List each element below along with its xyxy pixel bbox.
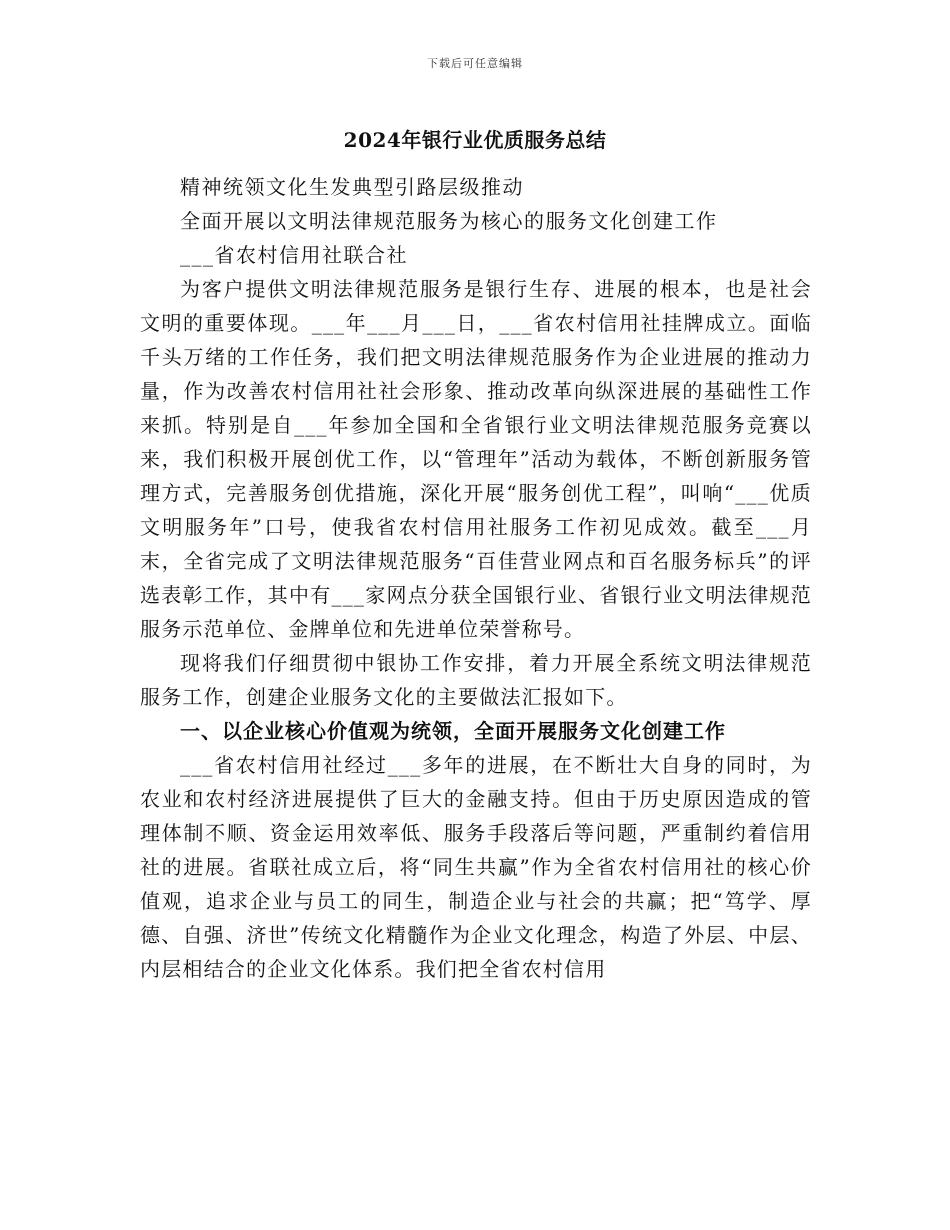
document-body	[140, 170, 812, 986]
organization-line: ___省农村信用社联合社	[180, 243, 408, 267]
page-header-note: 下载后可任意编辑	[427, 57, 523, 70]
subtitle-line-1: 精神统领文化生发典型引路层级推动	[180, 175, 524, 199]
document-title: 2024年银行业优质服务总结	[343, 128, 607, 152]
section-heading: 一、以企业核心价值观为统领，全面开展服务文化创建工作	[180, 719, 726, 743]
section-paragraph: ___省农村信用社经过___多年的进展，在不断壮大自身的同时，为农业和农村经济进展提供了巨大的金融支持。但由于历史原因造成的管理体制不顺、资金运用效率低、服务手段落后等问题，严重制约着信用社的进展。省联社成立后，将“同生共赢”作为全省农村信用社的核心价值观，追求企业与员工的同生，制造企业与社会的共赢；把“笃学、厚德、自强、济世”传统文化精髓作为企业文化理念，构造了外层、中层、内层相结合的企业文化体系。我们把全省农村信用	[140, 753, 812, 981]
subtitle-line-2: 全面开展以文明法律规范服务为核心的服务文化创建工作	[180, 209, 718, 233]
body-paragraph-1: 为客户提供文明法律规范服务是银行生存、进展的根本，也是社会文明的重要体现。___年___月___日，___省农村信用社挂牌成立。面临千头万绪的工作任务，我们把文明法律规范服务作为企业进展的推动力量，作为改善农村信用社社会形象、推动改革向纵深进展的基础性工作来抓。特别是自___年参加全国和全省银行业文明法律规范服务竞赛以来，我们积极开展创优工作，以“管理年”活动为载体，不断创新服务管理方式，完善服务创优措施，深化开展“服务创优工程”，叫响“___优质文明服务年”口号，使我省农村信用社服务工作初见成效。截至___月末，全省完成了文明法律规范服务“百佳营业网点和百名服务标兵”的评选表彰工作，其中有___家网点分获全国银行业、省银行业文明法律规范服务示范单位、金牌单位和先进单位荣誉称号。	[140, 277, 812, 641]
body-paragraph-2: 现将我们仔细贯彻中银协工作安排，着力开展全系统文明法律规范服务工作，创建企业服务文化的主要做法汇报如下。	[140, 651, 812, 709]
